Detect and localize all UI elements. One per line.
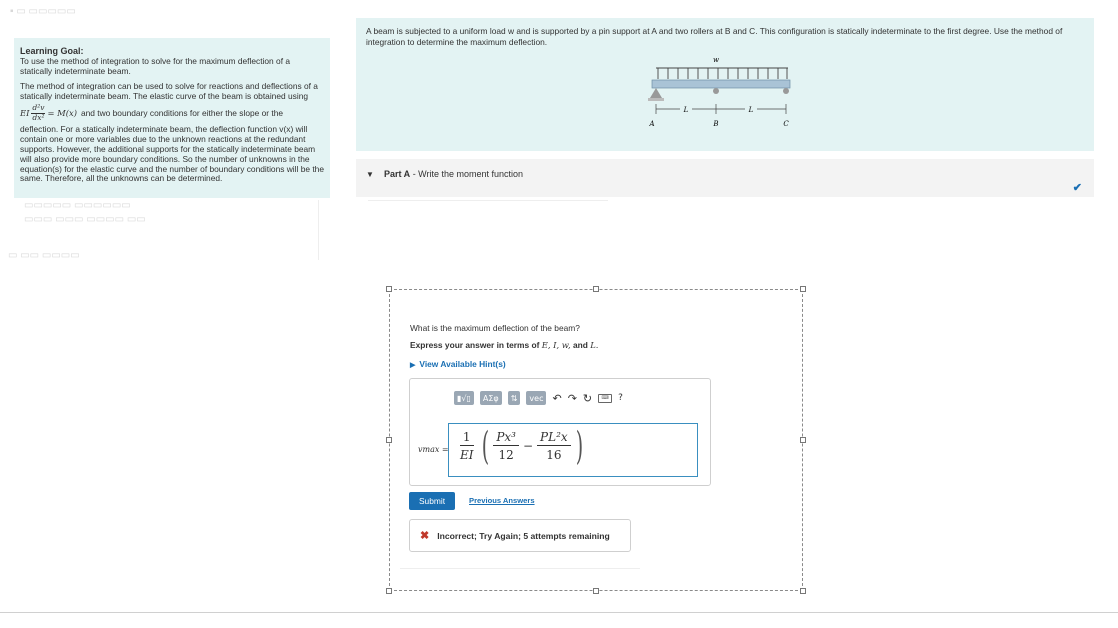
outer-num: 1 — [460, 429, 474, 446]
ghost-text-3: ▭ ▭▭ ▭▭▭▭ — [8, 250, 80, 261]
express-prefix: Express your answer in terms of — [410, 340, 542, 350]
checkmark-icon: ✔ — [1072, 182, 1082, 194]
problem-panel — [356, 18, 1094, 151]
term2-num: PL²x — [537, 429, 571, 446]
vector-button[interactable]: vec — [526, 391, 546, 405]
part-a-header[interactable] — [356, 159, 1094, 197]
part-a-prefix: Part A — [384, 169, 411, 179]
ghost-header: ▪ ▭ ▭▭▭▭▭ — [10, 6, 76, 17]
learning-goal-intro: To use the method of integration to solve for the maximum deflection of a statically indeterminate beam. — [20, 55, 291, 76]
formula-den: dx² — [32, 113, 45, 123]
express-vars: E, I, w, — [541, 340, 571, 350]
part-a-title: - Write the moment function — [410, 169, 524, 179]
ghost-text-1: ▭▭▭▭▭ ▭▭▭▭▭▭ — [24, 200, 131, 211]
part-a-label — [384, 169, 523, 179]
resize-handle-ml[interactable] — [386, 437, 392, 443]
minus-sign: − — [522, 439, 534, 453]
help-icon[interactable]: ? — [618, 393, 623, 403]
learning-goal-body — [20, 82, 324, 184]
resize-handle-bl[interactable] — [386, 588, 392, 594]
span-label-1: L — [683, 106, 689, 114]
redo-icon[interactable]: ↷ — [567, 391, 577, 405]
beam-diagram — [640, 54, 792, 136]
span-label-2: L — [748, 106, 754, 114]
collapse-triangle-icon[interactable]: ▼ — [366, 170, 374, 179]
point-b-label: B — [713, 120, 719, 128]
resize-handle-br[interactable] — [800, 588, 806, 594]
reset-icon[interactable]: ↻ — [582, 391, 593, 405]
keyboard-icon[interactable]: ⌨ — [598, 394, 612, 403]
formula-fraction — [31, 104, 45, 123]
left-paren: ( — [481, 424, 489, 468]
load-arrows — [658, 68, 787, 79]
resize-handle-tm[interactable] — [593, 286, 599, 292]
problem-statement: A beam is subjected to a uniform load w and is supported by a pin support at A and two rollers at B and C. This configuration is statically indeterminate to the first degree. Use the method of integration to determine the maximum deflection. — [366, 26, 1063, 47]
express-instructions — [410, 340, 598, 350]
page-bottom-rule — [0, 612, 1118, 613]
answer-box — [409, 378, 711, 486]
ghost-divider — [318, 200, 319, 260]
learning-goal-panel — [14, 38, 330, 198]
answer-input[interactable] — [448, 423, 698, 477]
question-text: What is the maximum deflection of the beam? — [410, 323, 580, 333]
formula-num: d²v — [32, 103, 45, 113]
templates-button[interactable]: ▮√▯ — [454, 391, 474, 405]
term2-fraction — [537, 429, 571, 464]
express-last: L. — [590, 340, 599, 350]
feedback-box — [409, 519, 631, 552]
ground-a — [648, 98, 664, 101]
term1-fraction — [493, 429, 519, 464]
ghost-text-2: ▭▭▭ ▭▭▭ ▭▭▭▭ ▭▭ — [24, 214, 146, 225]
ghost-rule — [368, 200, 608, 201]
arrows-button[interactable]: ⇅ — [508, 391, 521, 405]
greek-symbols-button[interactable]: ΑΣφ — [480, 391, 502, 405]
view-hints-link[interactable] — [410, 359, 506, 369]
formula-tail: and two boundary conditions for either the slope or the — [80, 107, 284, 118]
term2-den: 16 — [546, 447, 562, 462]
resize-handle-tr[interactable] — [800, 286, 806, 292]
undo-icon[interactable]: ↶ — [552, 391, 562, 405]
learning-goal-para-end: deflection. For a statically indeterminate beam, the deflection function v(x) will contain one or more variables due to the unknown reactions at the redundant supports. However, the additional supports for the statically indeterminate beam will also provide more boundary conditions. So the number of unknowns in the equation(s) for the elastic curve and the number of boundary conditions will be the same. Therefore, all the unknowns can be determined. — [20, 123, 325, 184]
term1-num: Px³ — [493, 429, 519, 446]
express-and: and — [570, 340, 591, 350]
learning-goal-para-start: The method of integration can be used to solve for reactions and deflections of a statically indeterminate beam. The elastic curve of the beam is obtained using — [20, 81, 318, 102]
point-a-label: A — [649, 120, 655, 128]
roller-c — [783, 88, 789, 94]
elastic-curve-formula — [20, 104, 324, 123]
formula-lhs: EI — [20, 107, 30, 118]
math-toolbar — [454, 391, 623, 405]
point-c-label: C — [783, 120, 789, 128]
incorrect-x-icon: ✖ — [420, 530, 430, 542]
vmax-label: vmax = — [418, 445, 449, 454]
beam — [652, 80, 790, 88]
right-paren: ) — [575, 424, 583, 468]
hint-triangle-icon: ▶ — [410, 362, 416, 369]
learning-goal-title: Learning Goal: — [20, 46, 84, 56]
feedback-text: Incorrect; Try Again; 5 attempts remaining — [437, 530, 610, 541]
outer-fraction — [457, 429, 477, 464]
previous-answers-link[interactable]: Previous Answers — [469, 496, 535, 505]
formula-rhs: = M(x) — [47, 107, 77, 118]
dimension-lines — [656, 104, 786, 114]
resize-handle-mr[interactable] — [800, 437, 806, 443]
answer-expression — [457, 424, 588, 468]
hint-label: View Available Hint(s) — [419, 359, 506, 369]
outer-den: EI — [460, 447, 474, 462]
term1-den: 12 — [498, 447, 514, 462]
resize-handle-tl[interactable] — [386, 286, 392, 292]
submit-button[interactable]: Submit — [409, 492, 455, 510]
roller-b — [713, 88, 719, 94]
resize-handle-bm[interactable] — [593, 588, 599, 594]
diagram-load-label: w — [713, 56, 719, 64]
pin-support-a — [650, 88, 662, 98]
